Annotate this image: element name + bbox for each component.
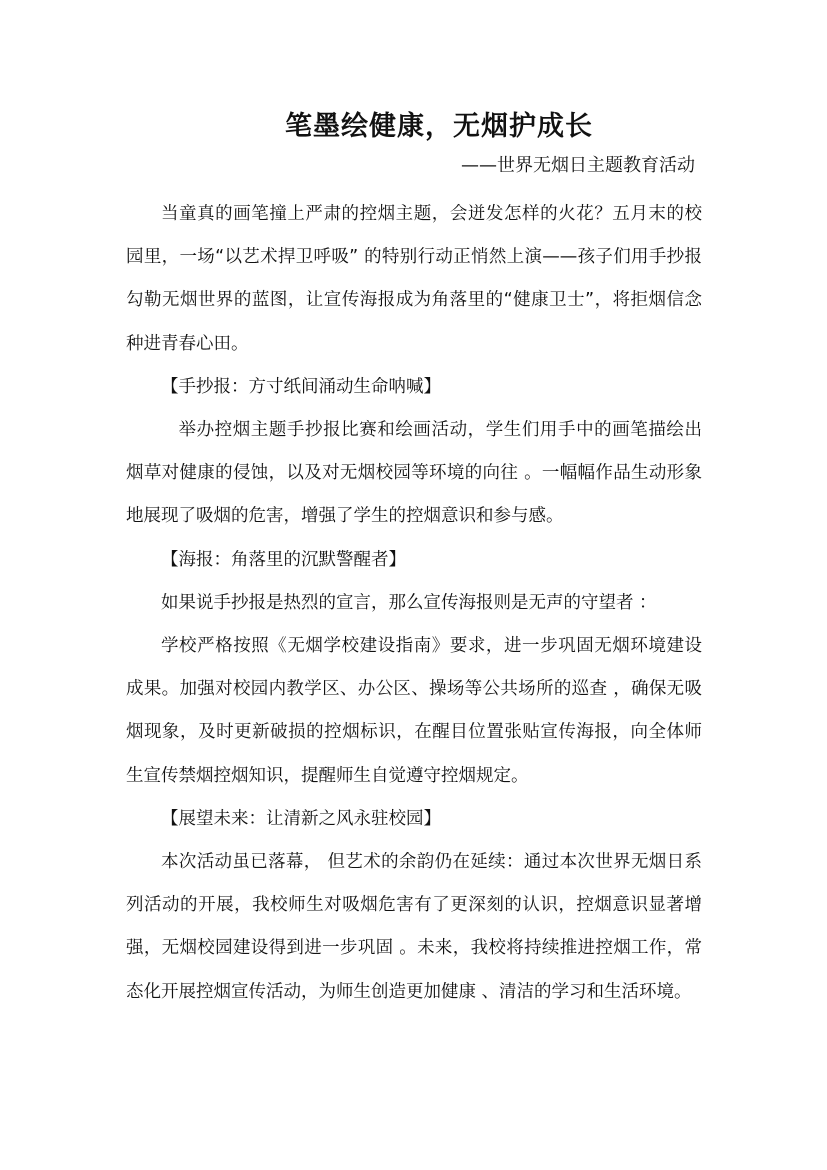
section-paragraph-poster: 学校严格按照《无烟学校建设指南》要求，进一步巩固无烟环境建设成果。加强对校园内教学区、办公区、操场等公共场所的巡查 ，确保无吸烟现象，及时更新破损的控烟标识，在醒目位置张贴宣传海报，向全体师生宣传禁烟控烟知识，提醒师生自觉遵守控烟规定。	[126, 636, 702, 786]
section-paragraph-handwritten-newspaper: 举办控烟主题手抄报比赛和绘画活动，学生们用手中的画笔描绘出烟草对健康的侵蚀，以及对无烟校园等环境的向往 。一幅幅作品生动形象地展现了吸烟的危害，增强了学生的控烟意识和参与感。	[126, 420, 702, 527]
section-heading-handwritten-newspaper: 【手抄报：方寸纸间涌动生命呐喊】	[161, 376, 441, 397]
intro-paragraph: 当童真的画笔撞上严肃的控烟主题，会迸发怎样的火花？五月末的校园里，一场“以艺术捍卫呼吸” 的特别行动正悄然上演——孩子们用手抄报勾勒无烟世界的蓝图，让宣传海报成为角落里的“健康卫士”，将拒烟信念种进青春心田。	[126, 204, 702, 354]
section-heading-poster: 【海报：角落里的沉默警醒者】	[161, 549, 406, 570]
page-title: 笔墨绘健康，无烟护成长	[285, 111, 593, 142]
section-intro-poster: 如果说手抄报是热烈的宣言，那么宣传海报则是无声的守望者 ：	[161, 592, 657, 613]
document-body	[126, 193, 702, 1014]
section-heading-future: 【展望未来：让清新之风永驻校园】	[161, 808, 441, 829]
page-subtitle: ——世界无烟日主题教育活动	[461, 155, 695, 176]
section-paragraph-future: 本次活动虽已落幕， 但艺术的余韵仍在延续：通过本次世界无烟日系列活动的开展，我校师生对吸烟危害有了更深刻的认识，控烟意识显著增强，无烟校园建设得到进一步巩固 。未来，我校将持续推进控烟工作，常态化开展控烟宣传活动，为师生创造更加健康 、清洁的学习和生活环境。	[126, 852, 702, 1002]
